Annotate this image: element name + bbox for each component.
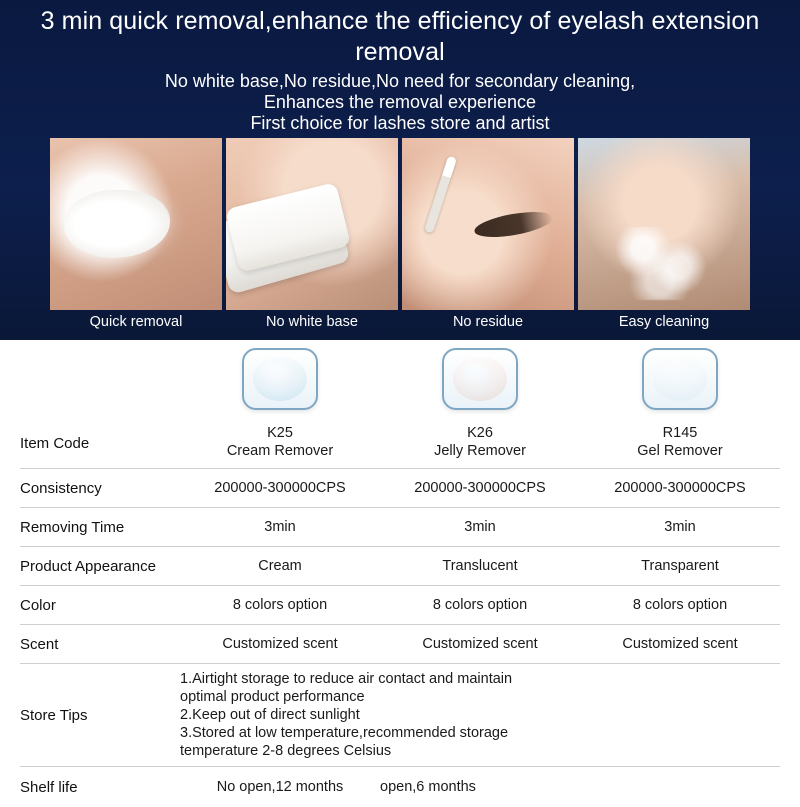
cell-store-tips: [180, 664, 780, 767]
lashes-detail: [72, 192, 173, 253]
cell-removing-time-3: 3min: [580, 508, 780, 547]
photo-caption-easy-cleaning: Easy cleaning: [578, 314, 750, 330]
table-row-shelf-life: [20, 767, 780, 807]
cell-scent-1: Customized scent: [180, 625, 380, 664]
photo-caption-row: [50, 314, 750, 330]
row-label-item-code: Item Code: [20, 418, 180, 469]
table-row-color: [20, 586, 780, 625]
photo-caption-no-residue: No residue: [402, 314, 574, 330]
product-name-3: Gel Remover: [580, 442, 780, 461]
table-row-store-tips: [20, 664, 780, 767]
table-row-product-jars: [20, 340, 780, 418]
cell-item-code-1: [180, 418, 380, 469]
store-tip-line-2: optimal product performance: [180, 688, 780, 706]
jar-row-spacer: [20, 340, 180, 418]
photo-caption-no-white-base: No white base: [226, 314, 398, 330]
store-tip-line-3: 2.Keep out of direct sunlight: [180, 706, 780, 724]
hero-subtitle: [0, 68, 800, 134]
clear-gel-jar: [642, 348, 718, 410]
jar-lid-outline: [442, 348, 518, 410]
table-row-item-code: [20, 418, 780, 469]
cell-shelf-life-opened: open,6 months: [380, 767, 780, 807]
hero-subtitle-line-1: No white base,No residue,No need for secondary cleaning,: [30, 71, 770, 92]
photo-caption-quick-removal: Quick removal: [50, 314, 222, 330]
jar-lid-outline: [642, 348, 718, 410]
item-code-value-2: K26: [380, 425, 580, 442]
store-tip-line-5: temperature 2-8 degrees Celsius: [180, 742, 780, 760]
store-tip-line-4: 3.Stored at low temperature,recommended storage: [180, 724, 780, 742]
table-row-product-appearance: [20, 547, 780, 586]
row-label-consistency: Consistency: [20, 469, 180, 508]
cell-item-code-2: [380, 418, 580, 469]
product-image-cell-k25: [180, 340, 380, 418]
cotton-swab-icon: [424, 156, 457, 234]
face-washing-photo: [578, 138, 750, 310]
product-image-cell-k26: [380, 340, 580, 418]
jar-lid-outline: [242, 348, 318, 410]
lash-removal-cream-photo: [50, 138, 222, 310]
row-label-store-tips: Store Tips: [20, 664, 180, 767]
product-name-1: Cream Remover: [180, 442, 380, 461]
cell-color-1: 8 colors option: [180, 586, 380, 625]
table-row-removing-time: [20, 508, 780, 547]
cell-scent-2: Customized scent: [380, 625, 580, 664]
cell-consistency-3: 200000-300000CPS: [580, 469, 780, 508]
row-label-product-appearance: Product Appearance: [20, 547, 180, 586]
hero-subtitle-line-3: First choice for lashes store and artist: [30, 113, 770, 134]
product-image-cell-r145: [580, 340, 780, 418]
cell-color-2: 8 colors option: [380, 586, 580, 625]
hero-banner: [0, 0, 800, 340]
spec-table: [20, 340, 780, 807]
swab-eye-photo: [402, 138, 574, 310]
cotton-pad-cleaning-photo: [226, 138, 398, 310]
cell-item-code-3: [580, 418, 780, 469]
photo-strip: [50, 138, 750, 310]
water-splash-detail: [609, 227, 723, 299]
table-row-consistency: [20, 469, 780, 508]
pink-jelly-jar: [442, 348, 518, 410]
cell-removing-time-1: 3min: [180, 508, 380, 547]
row-label-color: Color: [20, 586, 180, 625]
item-code-value-1: K25: [180, 425, 380, 442]
cell-consistency-2: 200000-300000CPS: [380, 469, 580, 508]
page-title: 3 min quick removal,enhance the efficiency of eyelash extension removal: [0, 0, 800, 68]
cell-scent-3: Customized scent: [580, 625, 780, 664]
product-name-2: Jelly Remover: [380, 442, 580, 461]
cell-appearance-1: Cream: [180, 547, 380, 586]
cell-color-3: 8 colors option: [580, 586, 780, 625]
cell-appearance-3: Transparent: [580, 547, 780, 586]
cell-consistency-1: 200000-300000CPS: [180, 469, 380, 508]
brow-detail: [473, 207, 554, 241]
cell-shelf-life-unopened: No open,12 months: [180, 767, 380, 807]
row-label-scent: Scent: [20, 625, 180, 664]
spec-table-section: [0, 340, 800, 800]
blue-cream-jar: [242, 348, 318, 410]
row-label-shelf-life: Shelf life: [20, 767, 180, 807]
cell-appearance-2: Translucent: [380, 547, 580, 586]
item-code-value-3: R145: [580, 425, 780, 442]
store-tip-line-1: 1.Airtight storage to reduce air contact and maintain: [180, 670, 780, 688]
hero-subtitle-line-2: Enhances the removal experience: [30, 92, 770, 113]
table-row-scent: [20, 625, 780, 664]
cell-removing-time-2: 3min: [380, 508, 580, 547]
row-label-removing-time: Removing Time: [20, 508, 180, 547]
